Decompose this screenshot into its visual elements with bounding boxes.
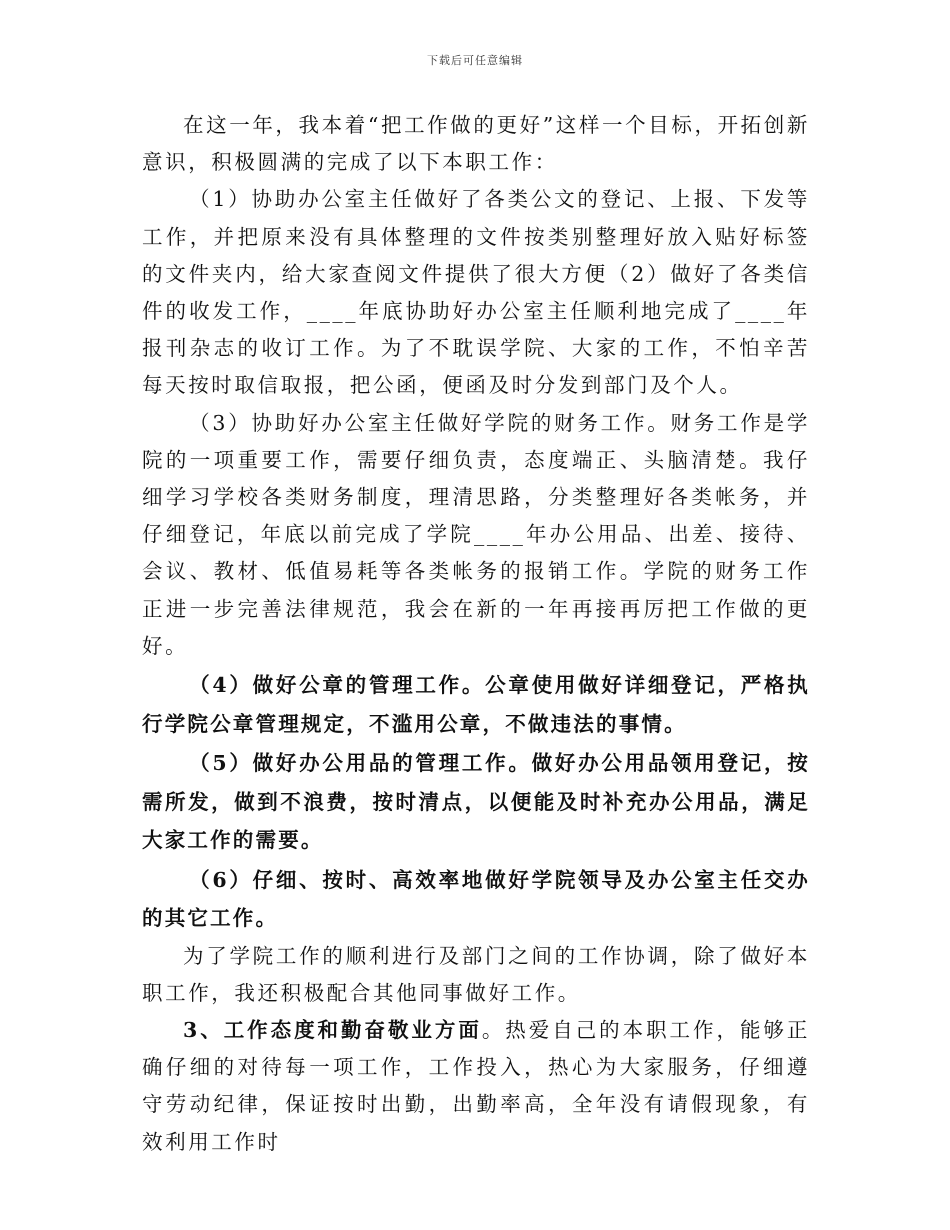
page-header-note: 下载后可任意编辑 <box>427 54 523 67</box>
document-body <box>142 107 810 1161</box>
attitude-paragraph <box>142 1012 810 1161</box>
attitude-text: 。热爱自己的本职工作，能够正确仔细的对待每一项工作，工作投入，热心为大家服务，仔细遵守劳动纪律，保证按时出勤，出勤率高，全年没有请假现象，有效利用工作时 <box>142 1017 810 1154</box>
duty-3-paragraph: （3）协助好办公室主任做好学院的财务工作。财务工作是学院的一项重要工作，需要仔细负责，态度端正、头脑清楚。我仔细学习学校各类财务制度，理清思路，分类整理好各类帐务，并仔细登记，年底以前完成了学院____年办公用品、出差、接待、会议、教材、低值易耗等各类帐务的报销工作。学院的财务工作正进一步完善法律规范，我会在新的一年再接再厉把工作做的更好。 <box>142 410 810 658</box>
attitude-heading: 3、工作态度和勤奋敬业方面 <box>183 1017 482 1042</box>
duty-1-2-paragraph: （1）协助办公室主任做好了各类公文的登记、上报、下发等工作，并把原来没有具体整理的文件按类别整理好放入贴好标签的文件夹内，给大家查阅文件提供了很大方便（2）做好了各类信件的收发工作，____年底协助好办公室主任顺利地完成了____年报刊杂志的收订工作。为了不耽误学院、大家的工作，不怕辛苦每天按时取信取报，把公函，便函及时分发到部门及个人。 <box>142 187 810 398</box>
coordination-paragraph: 为了学院工作的顺利进行及部门之间的工作协调，除了做好本职工作，我还积极配合其他同事做好工作。 <box>142 943 810 1005</box>
duty-6-paragraph: （6）仔细、按时、高效率地做好学院领导及办公室主任交办的其它工作。 <box>142 867 810 931</box>
duty-5-paragraph: （5）做好办公用品的管理工作。做好办公用品领用登记，按需所发，做到不浪费，按时清点，以便能及时补充办公用品，满足大家工作的需要。 <box>142 751 810 853</box>
duty-4-paragraph: （4）做好公章的管理工作。公章使用做好详细登记，严格执行学院公章管理规定，不滥用公章，不做违法的事情。 <box>142 673 810 736</box>
intro-paragraph: 在这一年，我本着“把工作做的更好”这样一个目标，开拓创新意识，积极圆满的完成了以下本职工作： <box>142 113 810 175</box>
